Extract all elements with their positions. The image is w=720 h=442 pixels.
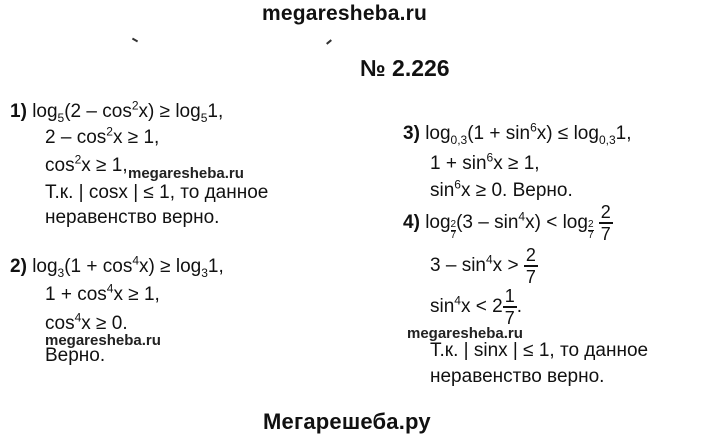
part1-line2: $2 - \cos^2x \ge 1$,: [45, 124, 160, 148]
problem-number: № 2.226: [360, 55, 450, 81]
part1-line1: 1) $\log_5(2 - \cos^2x) \ge \log_51$,: [10, 98, 224, 125]
part3-line1: 3) $\log_{0,3}(1 + \sin^6x) \le \log_{0,3}1$,: [403, 120, 632, 147]
watermark: megaresheba.ru: [45, 332, 161, 349]
part2-line4: Верно.: [45, 345, 106, 366]
part1-line4: Т.к. | cosx | ≤ 1, то данное: [45, 182, 269, 203]
scan-speck: [326, 39, 332, 44]
site-header: megaresheba.ru: [262, 2, 428, 25]
part4-line5: неравенство верно.: [430, 366, 605, 387]
part1-line5: неравенство верно.: [45, 207, 220, 228]
watermark: megaresheba.ru: [407, 325, 523, 342]
part2-line2: $1 + \cos^4x \ge 1$,: [45, 281, 160, 305]
scan-speck: [132, 38, 138, 43]
part3-line2: $1 + \sin^6x \ge 1$,: [430, 150, 540, 174]
part4-line1: 4) log $\frac{2}{7}(3 - \sin^4x) < \log$ $\frac{2}{7}$ $\frac{2}{7}$: [403, 202, 611, 244]
part4-label: 4): [403, 212, 420, 234]
part2-label: 2): [10, 256, 27, 277]
part2-line3: $\cos^4x \ge 0$.: [45, 310, 128, 334]
watermark: megaresheba.ru: [128, 165, 244, 182]
part3-line3: $\sin^6x \ge 0$. Верно.: [430, 177, 573, 201]
fraction: $\frac{2}{7}$: [525, 245, 536, 287]
part4-line4: Т.к. | sinx | ≤ 1, то данное: [430, 340, 649, 361]
fraction: $\frac{2}{7}$: [600, 202, 611, 244]
part1-line3: $\cos^2x \ge 1$,: [45, 152, 128, 176]
part2-line1: 2) $\log_3(1 + \cos^4x) \ge \log_31$,: [10, 253, 224, 280]
site-footer: Мегарешеба.ру: [263, 409, 431, 434]
part3-label: 3): [403, 123, 420, 144]
part1-label: 1): [10, 101, 27, 122]
part4-line2: $3 - \sin^4x$ > $\frac{2}{7}$: [430, 245, 536, 287]
part4-line3: $\sin^4x < 2$ $\frac{1}{7}$ .: [430, 286, 523, 328]
fraction: $\frac{1}{7}$: [504, 286, 515, 328]
